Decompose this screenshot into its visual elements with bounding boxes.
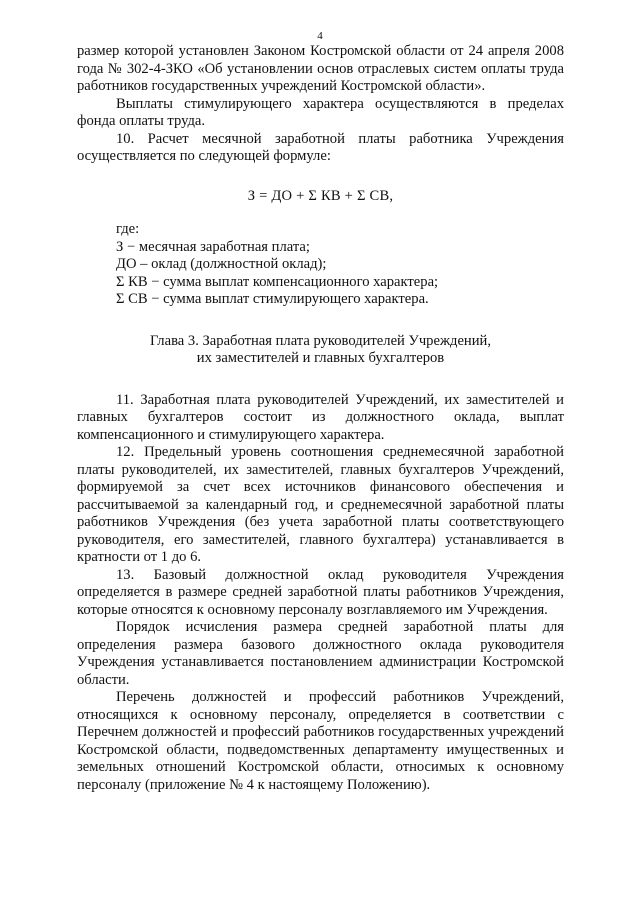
chapter-heading [77,333,564,368]
formula-definition: ДО – оклад (должностной оклад); [116,256,327,272]
formula-definition: З − месячная заработная плата; [116,238,310,255]
paragraph-average-salary-procedure: Порядок исчисления размера средней заработной платы для определения размера базового должностного оклада руководителя Учреждения устанавливается постановлением администрации Костромской области. [77,619,564,688]
formula-where: где: [116,221,140,237]
formula-definition: Σ КВ − сумма выплат компенсационного характера; [116,273,439,290]
paragraph-11: 11. Заработная плата руководителей Учреждений, их заместителей и главных бухгалтеров состоит из должностного оклада, выплат компенсационного и стимулирующего характера. [77,391,564,443]
paragraph-10: 10. Расчет месячной заработной платы работника Учреждения осуществляется по следующей формуле: [77,130,564,164]
paragraph-incentive-payments: Выплаты стимулирующего характера осуществляются в пределах фонда оплаты труда. [77,95,564,129]
paragraph-13: 13. Базовый должностной оклад руководителя Учреждения определяется в размере средней заработной платы работников Учреждения, которые относятся к основному персоналу возглавляемого им Учреждения. [77,566,564,618]
paragraph-law-reference: размер которой установлен Законом Костромской области от 24 апреля 2008 года № 302-4-ЗКО «Об установлении основ отраслевых систем оплаты труда работников государственных учреждений Костромской области». [77,43,564,94]
formula-definition: Σ СВ − сумма выплат стимулирующего характера. [116,291,429,307]
chapter-heading-line-2: их заместителей и главных бухгалтеров [196,350,445,366]
page-number: 4 [317,30,323,42]
salary-formula: З = ДО + Σ КВ + Σ СВ, [247,187,394,204]
paragraph-12: 12. Предельный уровень соотношения среднемесячной заработной платы руководителей, их заместителей, главных бухгалтеров Учреждений, формируемой за счет всех источников финансового обеспечения и рассчитываемой за календарный год, и среднемесячной заработной платы работников Учреждения (без учета заработной платы соответствующего руководителя, его заместителей, главного бухгалтера) устанавливается в кратности от 1 до 6. [77,444,564,565]
chapter-heading-line-1: Глава 3. Заработная плата руководителей Учреждений, [149,332,492,349]
document-body [77,43,564,794]
paragraph-positions-list: Перечень должностей и профессий работников Учреждений, относящихся к основному персоналу, определяется в соответствии с Перечнем должностей и профессий работников государственных учреждений Костромской области, подведомственных департаменту имущественных и земельных отношений Костромской области, относимых к основному персоналу (приложение № 4 к настоящему Положению). [77,689,564,793]
